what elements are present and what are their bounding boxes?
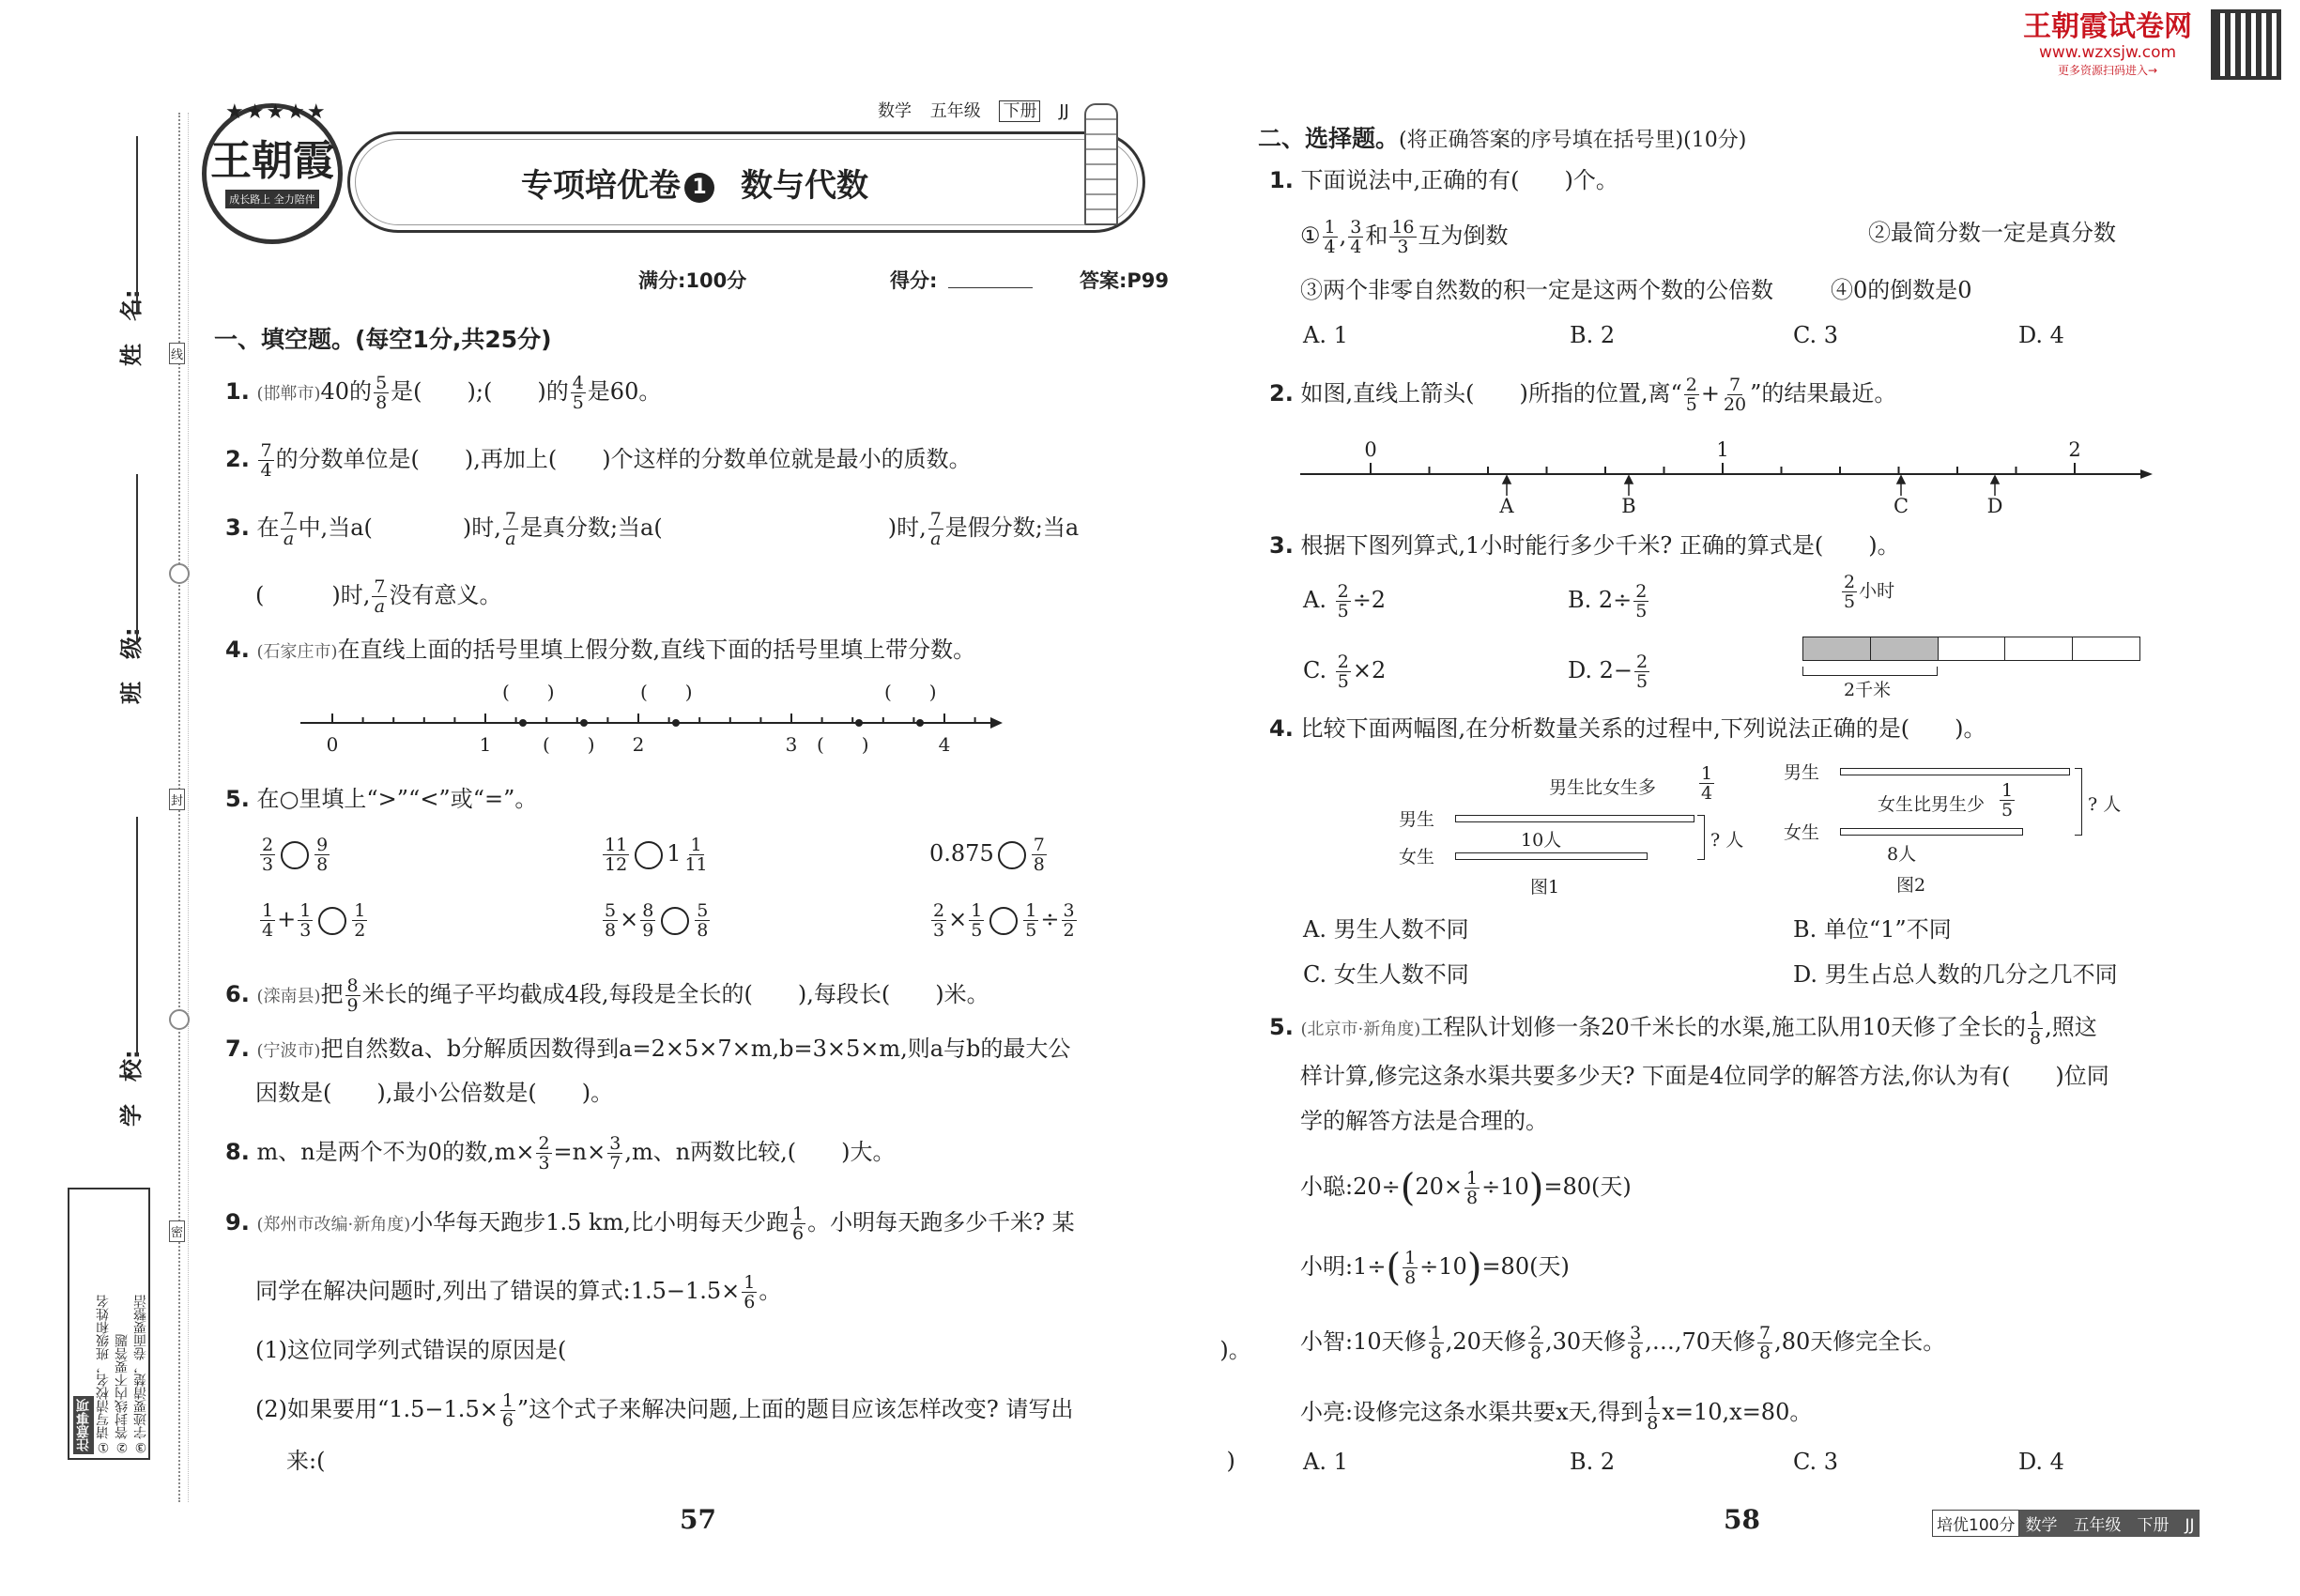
notes-item: ①请写清校名，班级和姓名 [96, 1295, 111, 1454]
binding-line-right [188, 113, 189, 1502]
tag-volume: 下册 [999, 100, 1040, 122]
figure-1: 男生比女生多 $\frac{1}{4}$ 男生 10人 女生 ? 人 图1 [1399, 763, 1744, 898]
brand-logo [202, 100, 343, 244]
choice-5-line3: 学的解答方法是合理的。 [1300, 1108, 1548, 1134]
title-number: 1 [684, 173, 714, 203]
choice-3-d[interactable]: D. 2− $\frac{2}{5}$ [1568, 652, 1648, 692]
nl-label-1: 1 [479, 733, 492, 756]
choice-1-opt4: ④0的倒数是0 [1831, 277, 1972, 303]
point [855, 719, 863, 727]
solution-4: 小亮:设修完这条水渠共要x天,得到 $\frac{1}{8}$ x=10,x=80。 [1300, 1393, 1813, 1434]
compare-5: $\frac{5}{8}$ × $\frac{8}{9}$ $\frac{5}{8}$ [605, 900, 709, 941]
question-6: 6. (滦南县)把 $\frac{8}{9}$ 米长的绳子平均截成4段,每段是全长的( ),每段长( )米。 [225, 975, 989, 1016]
paren-above: ( ) [640, 681, 693, 703]
score-label: 得分: [890, 269, 938, 292]
choice-5-a[interactable]: A. 1 [1303, 1449, 1348, 1475]
choice-1-opt1: ① $\frac{1}{4}$ , $\frac{3}{4}$ 和 $\frac{16}{3}$ 互为倒数 [1300, 217, 1509, 257]
choice-5-d[interactable]: D. 4 [2018, 1449, 2064, 1475]
notes-box [68, 1188, 150, 1460]
choice-1-opt3: ③两个非零自然数的积一定是这两个数的公倍数 [1300, 277, 1773, 303]
nl-label-3: 3 [785, 733, 798, 756]
question-9: 9. (郑州市改编·新角度)小华每天跑步1.5 km,比小明每天少跑 $\frac{1}{6}$ 。小明每天跑多少千米? 某 [225, 1204, 1075, 1244]
point [580, 719, 588, 727]
question-9-part2-line2: 来:( ) [286, 1448, 1235, 1474]
paren-below: ( ) [817, 733, 869, 756]
school-line[interactable] [136, 817, 138, 1056]
notes-item: ③字迹要清楚，卷面要整洁 [133, 1295, 148, 1454]
question-9-part2: (2)如果要用“1.5−1.5× $\frac{1}{6}$ ”这个式子来解决问题,上面的题目应该怎样改变? 请写出 [255, 1390, 1074, 1431]
scissors-icon [169, 1009, 190, 1030]
bar-segments [1802, 637, 2140, 661]
number-line-q2 [1300, 432, 2154, 516]
question-7: 7. (宁波市)把自然数a、b分解质因数得到a=2×5×7×m,b=3×5×m,则a与b的最大公 [225, 1036, 1071, 1062]
choice-3-b[interactable]: B. 2÷ $\frac{2}{5}$ [1568, 581, 1648, 622]
question-3: 3. 在 $\frac{7}{a}$ 中,当a( )时, $\frac{7}{a}$ 是真分数;当a( )时, $\frac{7}{a}$ 是假分数;当a [225, 509, 1080, 549]
arrow-b: B [1621, 495, 1636, 516]
question-2: 2. $\frac{7}{4}$ 的分数单位是( ),再加上( )个这样的分数单位就是最小的质数。 [225, 440, 972, 481]
compare-1: $\frac{2}{3}$ $\frac{9}{8}$ [262, 835, 329, 875]
choice-1-opt2: ②最简分数一定是真分数 [1868, 220, 2116, 246]
choice-4: 4. 比较下面两幅图,在分析数量关系的过程中,下列说法正确的是( )。 [1269, 715, 1986, 742]
arrow-a: A [1499, 495, 1514, 516]
page-number-right: 58 [1724, 1504, 1760, 1535]
point [519, 719, 527, 727]
q3-diagram: $\frac{2}{5}$ 小时 2千米 [1802, 573, 2150, 704]
question-9-part1: (1)这位同学列式错误的原因是( )。 [255, 1337, 1251, 1363]
school-label: 学 校: [118, 1050, 145, 1127]
point [672, 719, 680, 727]
title-main: 专项培优卷 [521, 167, 681, 205]
diagram-hour: 小时 [1859, 580, 1895, 602]
choice-4-b[interactable]: B. 单位“1”不同 [1793, 916, 1952, 943]
answer-ref: 答案:P99 [1080, 269, 1170, 292]
compare-2: $\frac{11}{12}$ 1 $\frac{1}{11}$ [605, 835, 708, 875]
footer-info: 数学 五年级 下册 JJ [2019, 1510, 2200, 1537]
diagram-distance: 2千米 [1844, 680, 1892, 700]
tag-subject: 数学 [878, 101, 912, 121]
star-icon: ★★★★★ [225, 100, 328, 124]
tag-grade: 五年级 [929, 101, 981, 121]
footer-tag: 培优100分 [1932, 1510, 2019, 1537]
notes-title: 注意事项 [73, 1396, 94, 1454]
choice-5-b[interactable]: B. 2 [1570, 1449, 1616, 1475]
paren-above: ( ) [502, 681, 555, 703]
paren-below: ( ) [543, 733, 595, 756]
nl-label-4: 4 [938, 733, 951, 756]
nl-label-0: 0 [326, 733, 339, 756]
compare-6: $\frac{2}{3}$ × $\frac{1}{5}$ $\frac{1}{5}$ ÷ $\frac{3}{2}$ [933, 900, 1075, 941]
question-1: 1. (邯郸市)40的 $\frac{5}{8}$ 是( );( )的 $\frac{4}{5}$ 是60。 [225, 373, 662, 413]
class-line[interactable] [136, 474, 138, 643]
q2-tick-0: 0 [1364, 438, 1377, 461]
choice-1-a[interactable]: A. 1 [1303, 322, 1348, 348]
page-title [521, 160, 868, 206]
choice-1-d[interactable]: D. 4 [2018, 322, 2064, 348]
question-3-line2: ( )时, $\frac{7}{a}$ 没有意义。 [255, 576, 502, 617]
page-number-left: 57 [680, 1504, 716, 1535]
watermark [2009, 11, 2206, 78]
watermark-sub: 更多资源扫码进入→ [2057, 64, 2158, 77]
notes-item: ②答封线内不要答题 [115, 1334, 130, 1454]
brand-seal: 成长路上 全力陪伴 [225, 190, 319, 208]
question-9-line2: 同学在解决问题时,列出了错误的算式:1.5−1.5× $\frac{1}{6}$ 。 [255, 1272, 782, 1312]
section-choice: 二、选择题。(将正确答案的序号填在括号里)(10分) [1258, 125, 1747, 152]
full-score: 满分:100分 [638, 269, 747, 292]
arrow-d: D [1986, 495, 2003, 516]
choice-2: 2. 如图,直线上箭头( )所指的位置,离“ $\frac{2}{5}$ + $\frac{7}{20}$ ”的结果最近。 [1269, 375, 1897, 415]
tag-edition: JJ [1059, 101, 1069, 121]
choice-1: 1. 下面说法中,正确的有( )个。 [1269, 167, 1618, 193]
nl-label-2: 2 [632, 733, 645, 756]
header-tags [878, 98, 1069, 122]
paren-above: ( ) [884, 681, 937, 703]
choice-1-b[interactable]: B. 2 [1570, 322, 1616, 348]
lighthouse-icon [1084, 103, 1118, 225]
arrow-c: C [1893, 495, 1909, 516]
footer-badge [1932, 1510, 2200, 1537]
question-5: 5. 在○里填上“>”“<”或“=”。 [225, 786, 538, 812]
score-field[interactable] [948, 287, 1033, 288]
choice-3: 3. 根据下图列算式,1小时能行多少千米? 正确的算式是( )。 [1269, 532, 1900, 559]
scissors-icon [169, 563, 190, 584]
choice-3-a[interactable]: A. $\frac{2}{5}$ ÷2 [1303, 581, 1387, 622]
figure-2: 男生 女生比男生少 $\frac{1}{5}$ 女生 8人 ? 人 图2 [1784, 762, 2122, 896]
choice-3-c[interactable]: C. $\frac{2}{5}$ ×2 [1303, 652, 1387, 692]
cut-mark-secret: 密 [169, 1220, 185, 1242]
compare-3: 0.875 $\frac{7}{8}$ [929, 835, 1045, 875]
choice-5: 5. (北京市·新角度)工程队计划修一条20千米长的水渠,施工队用10天修了全长的 $\frac{1}{8}$ ,照这 [1269, 1008, 2097, 1049]
choice-4-d[interactable]: D. 男生占总人数的几分之几不同 [1793, 961, 2118, 988]
solution-3: 小智:10天修 $\frac{1}{8}$ ,20天修 $\frac{2}{8}$ ,30天修 $\frac{3}{8}$ ,…,70天修 $\frac{7}{8}$ ,80天修完全长。 [1300, 1323, 1946, 1363]
choice-4-a[interactable]: A. 男生人数不同 [1303, 916, 1469, 943]
choice-4-c[interactable]: C. 女生人数不同 [1303, 961, 1469, 988]
question-7-line2: 因数是( ),最小公倍数是( )。 [255, 1080, 614, 1106]
choice-1-c[interactable]: C. 3 [1793, 322, 1839, 348]
watermark-url: www.wzxsjw.com [2038, 43, 2177, 62]
compare-4: $\frac{1}{4}$ + $\frac{1}{3}$ $\frac{1}{2}$ [262, 900, 366, 941]
choice-5-line2: 样计算,修完这条水渠共要多少天? 下面是4位同学的解答方法,你认为有( )位同 [1300, 1063, 2109, 1089]
number-line-q4 [291, 676, 1004, 760]
q2-tick-2: 2 [2068, 438, 2081, 461]
question-4: 4. (石家庄市)在直线上面的括号里填上假分数,直线下面的括号里填上带分数。 [225, 637, 976, 663]
brand-name: 王朝霞 [210, 137, 334, 185]
q2-tick-1: 1 [1716, 438, 1729, 461]
name-label: 姓 名: [118, 289, 145, 366]
qr-code-icon [2211, 9, 2281, 80]
point [916, 719, 924, 727]
solution-1: 小聪:20÷(20× $\frac{1}{8}$ ÷10)=80(天) [1300, 1166, 1632, 1210]
choice-5-c[interactable]: C. 3 [1793, 1449, 1839, 1475]
title-sub: 数与代数 [741, 167, 868, 205]
watermark-title: 王朝霞试卷网 [2023, 10, 2192, 43]
name-line[interactable] [136, 136, 138, 315]
cut-mark-line: 线 [169, 343, 185, 364]
cut-mark-seal: 封 [169, 789, 185, 810]
solution-2: 小明:1÷( $\frac{1}{8}$ ÷10)=80(天) [1300, 1246, 1570, 1290]
question-8: 8. m、n是两个不为0的数,m× $\frac{2}{3}$ =n× $\frac{3}{7}$ ,m、n两数比较,( )大。 [225, 1133, 896, 1174]
section-fill-blank: 一、填空题。(每空1分,共25分) [214, 326, 552, 353]
class-label: 班 级: [118, 627, 145, 704]
